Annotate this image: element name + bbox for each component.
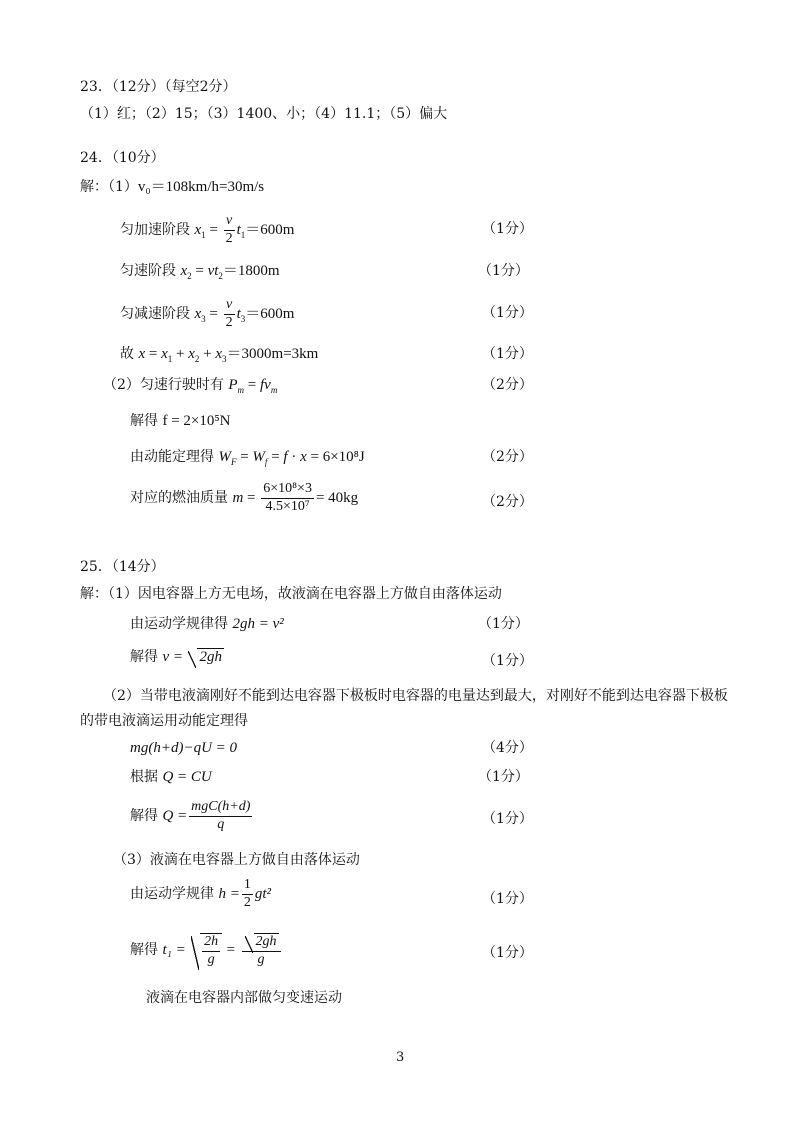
q24-decel-score: （1分） [482, 305, 533, 321]
q25-velocity-label: 解得 [130, 649, 158, 665]
q24-fuel-denominator: 4.5×10⁷ [261, 498, 314, 515]
q24-accel-line: 匀加速阶段 $x_1$ = $\frac{v}{2}$ $t_1=600m$ [120, 213, 295, 246]
q25-kinematics-line [130, 617, 284, 632]
q25-time-rad-numerator: 2h [204, 934, 219, 949]
q24-fuel-score: （2分） [482, 494, 533, 510]
q24-accel-score: （1分） [482, 221, 533, 237]
q25-velocity-eq: v = [162, 649, 183, 665]
q25-part2-line-a: （2）当带电液滴刚好不能到达电容器下极板时电容器的电量达到最大，对刚好不能到达电容器下极板 [103, 688, 728, 704]
q24-force-line [130, 414, 230, 429]
q25-time-eq2: = [226, 942, 236, 959]
q25-time-denominator: g [242, 951, 281, 968]
q24-accel-label: 匀加速阶段 [120, 222, 190, 239]
q24-work-line: 由动能定理得 $W_F = W_f = f \cdot x = 6\times 10^8J$ [130, 449, 365, 467]
q25-time-score: （1分） [482, 945, 533, 961]
q24-accel-result: ＝600m [245, 222, 295, 239]
q25-energy-eq: mg(h+d)−qU = 0 [130, 740, 238, 756]
q24-work-result: = 6×10⁸J [310, 449, 365, 465]
q25-time-line [130, 933, 283, 967]
q24-decel-label: 匀减速阶段 [120, 306, 190, 323]
q25-height-score: （1分） [482, 891, 533, 907]
q25-time-rad-denominator: g [202, 951, 220, 968]
q25-velocity-score: （1分） [482, 653, 533, 669]
q25-height-line [130, 878, 271, 910]
q25-kinematics-eq: 2gh = v² [232, 616, 284, 632]
q25-velocity-radicand: 2gh [199, 649, 222, 665]
q24-part2-label: （2）匀速行驶时有 [103, 377, 224, 393]
q23-heading: 23．（12分）（每空2分） [80, 79, 237, 95]
q24-fuel-numerator: 6×10⁸×3 [263, 481, 312, 496]
q24-force-eq: f = 2×10⁵N [162, 413, 231, 429]
q24-v0-eq: v₀＝108km/h=30m/s [137, 179, 265, 195]
q24-part1-label: 解：（1） [80, 179, 138, 195]
q25-height-tail: gt² [254, 886, 271, 903]
q25-qmax-denominator: q [189, 816, 252, 833]
q24-total-line: 故 $x = x_1 + x_2 + x_3=3000m=3km$ [120, 346, 319, 364]
q24-total-label: 故 [120, 346, 134, 362]
q25-charge-line [130, 770, 212, 785]
q24-uniform-label: 匀速阶段 [120, 263, 176, 279]
q25-part2-line-b: 的带电液滴运用动能定理得 [80, 713, 248, 729]
q24-work-label: 由动能定理得 [130, 449, 214, 465]
q25-part1-line: 解：（1）因电容器上方无电场，故液滴在电容器上方做自由落体运动 [80, 586, 502, 602]
q24-force-label: 解得 [130, 413, 158, 429]
q25-charge-eq: Q = CU [162, 769, 212, 785]
q24-part2-score: （2分） [482, 377, 533, 393]
q24-fuel-label: 对应的燃油质量 [130, 490, 228, 507]
q25-heading: 25．（14分） [80, 559, 165, 575]
q25-energy-line [130, 741, 237, 756]
q25-qmax-numerator: mgC(h+d) [191, 799, 251, 814]
q25-time-label: 解得 [130, 942, 158, 959]
q25-charge-label: 根据 [130, 769, 158, 785]
q25-charge-score: （1分） [478, 769, 529, 785]
q25-qmax-score: （1分） [482, 811, 533, 827]
q25-qmax-eq: Q = [162, 808, 188, 825]
q25-part3-line: （3）液滴在电容器上方做自由落体运动 [113, 852, 360, 868]
q25-last-line: 液滴在电容器内部做匀变速运动 [146, 990, 342, 1006]
q24-fuel-line: 对应的燃油质量 m = $\frac{\text{6×10⁸×3}}{\text{4.5×10⁷}}$ = 40kg [130, 481, 359, 514]
page-number: 3 [396, 1050, 405, 1065]
q24-uniform-line: 匀速阶段 $x_2 = vt_2=1800m$ [120, 263, 280, 281]
q25-kinematics-score: （1分） [478, 616, 529, 632]
q24-work-score: （2分） [482, 449, 533, 465]
q25-qmax-label: 解得 [130, 808, 158, 825]
q25-qmax-line [130, 800, 254, 832]
q24-uniform-result: ＝1800m [222, 263, 280, 279]
q25-time-numerator-radicand: 2gh [255, 934, 277, 949]
q24-total-score: （1分） [482, 346, 533, 362]
q25-height-eq: h = [218, 886, 240, 903]
q24-heading: 24．（10分） [80, 150, 165, 166]
q25-time-eq: t₁ = [162, 942, 186, 959]
q24-decel-result: ＝600m [245, 306, 295, 323]
q25-kinematics-label: 由运动学规律得 [130, 616, 228, 632]
q24-total-result: ＝3000m=3km [226, 346, 319, 362]
q24-decel-line: 匀减速阶段 $x_3$ = $\frac{v}{2}$ $t_3=600m$ [120, 297, 295, 330]
q25-velocity-line [130, 648, 224, 665]
q23-answers: （1）红；（2）15；（3）1400、小；（4）11.1；（5）偏大 [80, 106, 448, 122]
q25-energy-score: （4分） [482, 740, 533, 756]
q25-height-numerator: 1 [243, 877, 251, 892]
q25-height-denominator: 2 [243, 894, 251, 910]
q24-uniform-score: （1分） [478, 263, 529, 279]
q24-part1-line [80, 180, 264, 195]
q25-height-label: 由运动学规律 [130, 886, 214, 903]
q24-part2-line: （2）匀速行驶时有 $P_m = fv_m$ [103, 377, 278, 395]
q24-fuel-result: = 40kg [315, 490, 359, 507]
